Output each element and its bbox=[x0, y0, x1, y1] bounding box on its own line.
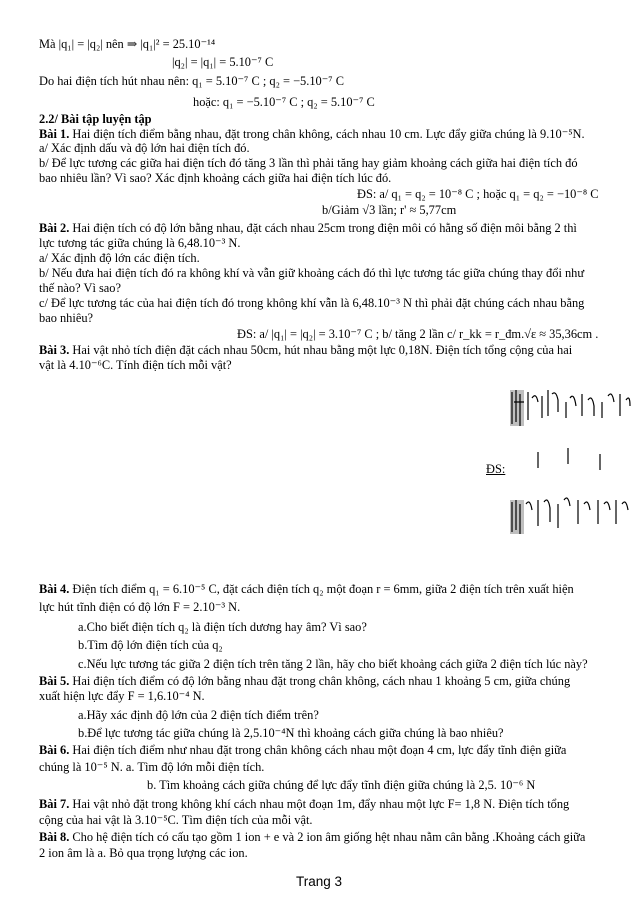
exercise-number: Bài 3. bbox=[39, 343, 70, 357]
exercise-1: Bài 1. Hai điện tích điểm bằng nhau, đặt trong chân không, cách nhau 10 cm. Lực đẩy giữa chúng là 9.10⁻⁵N. bbox=[39, 127, 585, 141]
exercise-7: Bài 7. Hai vật nhỏ đặt trong không khí cách nhau một đoạn 1m, đẩy nhau một lực F= 1,8 N. Điện tích tổng bbox=[39, 797, 570, 811]
corrupted-formula-image bbox=[508, 372, 633, 542]
text-line: bao nhiêu lần? Vì sao? Xác định khoảng cách giữa hai điện tích lúc đó. bbox=[39, 171, 392, 185]
subquestion: c.Nếu lực tương tác giữa 2 điện tích trên tăng 2 lần, hãy cho biết khoảng cách giữa 2 điện tích lúc này? bbox=[78, 657, 588, 671]
text-line: b/ Nếu đưa hai điện tích đó ra không khí và vẫn giữ khoảng cách đó thì lực tương tác giữa chúng thay đổi như bbox=[39, 266, 585, 280]
text-line: a/ Xác định dấu và độ lớn hai điện tích đó. bbox=[39, 141, 250, 155]
section-heading: 2.2/ Bài tập luyện tập bbox=[39, 112, 152, 126]
exercise-number: Bài 6. bbox=[39, 743, 70, 757]
text-line: lực tương tác giữa chúng là 6,48.10⁻³ N. bbox=[39, 236, 241, 250]
equation-line: hoặc: q₁ = −5.10⁻⁷ C ; q₂ = 5.10⁻⁷ C bbox=[193, 95, 375, 109]
answer-line: b/Giảm √3 lần; r' ≈ 5,77cm bbox=[322, 203, 457, 217]
subquestion: b.Tìm độ lớn điện tích của q₂ bbox=[78, 638, 223, 652]
exercise-4: Bài 4. Điện tích điểm q₁ = 6.10⁻⁵ C, đặt cách điện tích q₂ một đoạn r = 6mm, giữa 2 điện tích trên xuất hiện bbox=[39, 582, 574, 596]
subquestion: a.Hãy xác định độ lớn của 2 điện tích điểm trên? bbox=[78, 708, 319, 722]
text-line: 2 ion âm là a. Bỏ qua trọng lượng các ion. bbox=[39, 846, 248, 860]
subquestion: a.Cho biết điện tích q₂ là điện tích dương hay âm? Vì sao? bbox=[78, 620, 367, 634]
exercise-8: Bài 8. Cho hệ điện tích có cấu tạo gồm 1 ion + e và 2 ion âm giống hệt nhau nằm cân bằng .Khoảng cách giữa bbox=[39, 830, 586, 844]
equation-line: |q₂| = |q₁| = 5.10⁻⁷ C bbox=[172, 55, 274, 69]
text-line: bao nhiêu? bbox=[39, 311, 94, 325]
text-line: lực hút tĩnh điện có độ lớn F = 2.10⁻³ N. bbox=[39, 600, 241, 614]
subquestion: b. Tìm khoảng cách giữa chúng để lực đẩy tĩnh điện giữa chúng là 2,5. 10⁻⁶ N bbox=[147, 778, 536, 792]
answer-line: ĐS: a/ q₁ = q₂ = 10⁻⁸ C ; hoặc q₁ = q₂ = −10⁻⁸ C bbox=[357, 187, 599, 201]
text-line: c/ Để lực tương tác của hai điện tích đó trong không khí vẫn là 6,48.10⁻³ N thì phải đặt chúng cách nhau bằng bbox=[39, 296, 585, 310]
equation-line: Mà |q₁| = |q₂| nên ⇒ |q₁|² = 25.10⁻¹⁴ bbox=[39, 37, 216, 51]
answer-line: ĐS: a/ |q₁| = |q₂| = 3.10⁻⁷ C ; b/ tăng 2 lần c/ r_kk = r_đm.√ε ≈ 35,36cm . bbox=[237, 327, 599, 341]
text-line: a/ Xác định độ lớn các điện tích. bbox=[39, 251, 200, 265]
exercise-number: Bài 4. bbox=[39, 582, 70, 596]
text-line: chúng là 10⁻⁵ N. a. Tìm độ lớn mỗi điện tích. bbox=[39, 760, 265, 774]
text-line: b/ Để lực tương các giữa hai điện tích đó tăng 3 lần thì phải tăng hay giảm khoảng cách giữa hai điện tích đó bbox=[39, 156, 578, 170]
text-line: Do hai điện tích hút nhau nên: q₁ = 5.10⁻⁷ C ; q₂ = −5.10⁻⁷ C bbox=[39, 74, 344, 88]
exercise-5: Bài 5. Hai điện tích điểm có độ lớn bằng nhau đặt trong chân không, cách nhau 1 khoảng 5 cm, giữa chúng bbox=[39, 674, 571, 688]
text-line: cộng của hai vật là 3.10⁻⁵C. Tìm điện tích của mỗi vật. bbox=[39, 813, 313, 827]
answer-label: ĐS: bbox=[486, 462, 506, 476]
text-line: vật là 4.10⁻⁶C. Tính điện tích mỗi vật? bbox=[39, 358, 232, 372]
text-line: xuất hiện lực đẩy F = 1,6.10⁻⁴ N. bbox=[39, 689, 205, 703]
exercise-6: Bài 6. Hai điện tích điểm như nhau đặt trong chân không cách nhau một đoạn 4 cm, lực đẩy tĩnh điện giữa bbox=[39, 743, 567, 757]
exercise-number: Bài 1. bbox=[39, 127, 70, 141]
exercise-number: Bài 7. bbox=[39, 797, 70, 811]
exercise-3: Bài 3. Hai vật nhỏ tích điện đặt cách nhau 50cm, hút nhau bằng một lực 0,18N. Điện tích tổng cộng của hai bbox=[39, 343, 573, 357]
page-footer: Trang 3 bbox=[295, 874, 343, 889]
exercise-number: Bài 2. bbox=[39, 221, 70, 235]
subquestion: b.Để lực tương tác giữa chúng là 2,5.10⁻⁴N thì khoảng cách giữa chúng là bao nhiêu? bbox=[78, 726, 504, 740]
text-line: thế nào? Vì sao? bbox=[39, 281, 122, 295]
exercise-2: Bài 2. Hai điện tích có độ lớn bằng nhau, đặt cách nhau 25cm trong điện môi có hằng số điện môi bằng 2 thì bbox=[39, 221, 577, 235]
exercise-number: Bài 8. bbox=[39, 830, 70, 844]
exercise-number: Bài 5. bbox=[39, 674, 70, 688]
